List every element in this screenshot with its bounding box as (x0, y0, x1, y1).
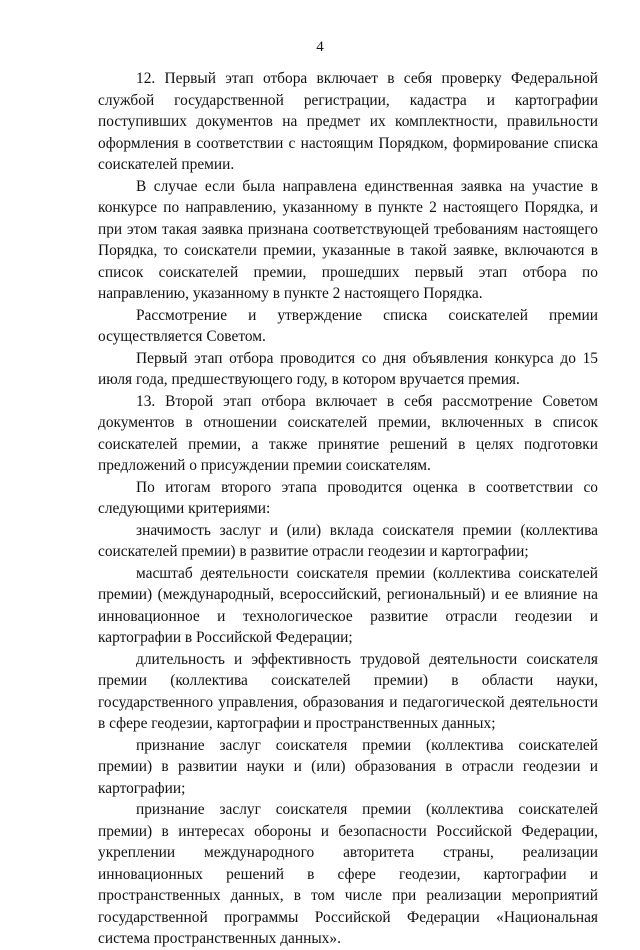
paragraph-13-second-stage: 13. Второй этап отбора включает в себя рассмотрение Советом документов в отношении соискателей премии, включенных в список соискателей премии, а также принятие решений в целях подготовки предложений о присуждении премии соискателям. (98, 392, 598, 474)
criterion-recognition-defense: признание заслуг соискателя премии (коллектива соискателей премии) в интересах обороны и безопасности Российской Федерации, укреплении международного авторитета страны, реализации инновационных решений в сфере геодезии, картографии и пространственных данных, в том числе при реализации мероприятий государственной программы Российской Федерации «Национальная система пространственных данных». (98, 801, 598, 947)
criterion-duration: длительность и эффективность трудовой деятельности соискателя премии (коллектива соискателей премии) в области науки, государственного управления, образования и педагогической деятельности в сфере геодезии, картографии и пространственных данных; (98, 650, 598, 732)
paragraph-single-application: В случае если была направлена единственная заявка на участие в конкурсе по направлению, указанному в пункте 2 настоящего Порядка, и при этом такая заявка признана соответствующей требованиям настоящего Порядка, то соискатели премии, указанные в такой заявке, включаются в список соискателей премии, прошедших первый этап отбора по направлению, указанному в пункте 2 настоящего Порядка. (98, 177, 598, 302)
paragraph-12-first-stage: 12. Первый этап отбора включает в себя проверку Федеральной службой государственной регистрации, кадастра и картографии поступивших документов на предмет их комплектности, правильности оформления в соответствии с настоящим Порядком, формирование списка соискателей премии. (98, 70, 598, 173)
paragraph-evaluation-criteria: По итогам второго этапа проводится оценка в соответствии со следующими критериями: (98, 478, 598, 517)
paragraph-list-approval: Рассмотрение и утверждение списка соискателей премии осуществляется Советом. (98, 306, 598, 345)
criterion-significance: значимость заслуг и (или) вклада соискателя премии (коллектива соискателей премии) в развитие отрасли геодезии и картографии; (98, 521, 598, 560)
document-body (98, 68, 598, 950)
paragraph-first-stage-period: Первый этап отбора проводится со дня объявления конкурса до 15 июля года, предшествующего году, в котором вручается премия. (98, 349, 598, 388)
criterion-scale: масштаб деятельности соискателя премии (коллектива соискателей премии) (международный, всероссийский, региональный) и ее влияние на инновационное и технологическое развитие отрасли геодезии и картографии в Российской Федерации; (98, 564, 598, 646)
page-number: 4 (316, 39, 324, 55)
criterion-recognition-science: признание заслуг соискателя премии (коллектива соискателей премии) в развитии науки и (или) образования в отрасли геодезии и картографии; (98, 736, 598, 797)
